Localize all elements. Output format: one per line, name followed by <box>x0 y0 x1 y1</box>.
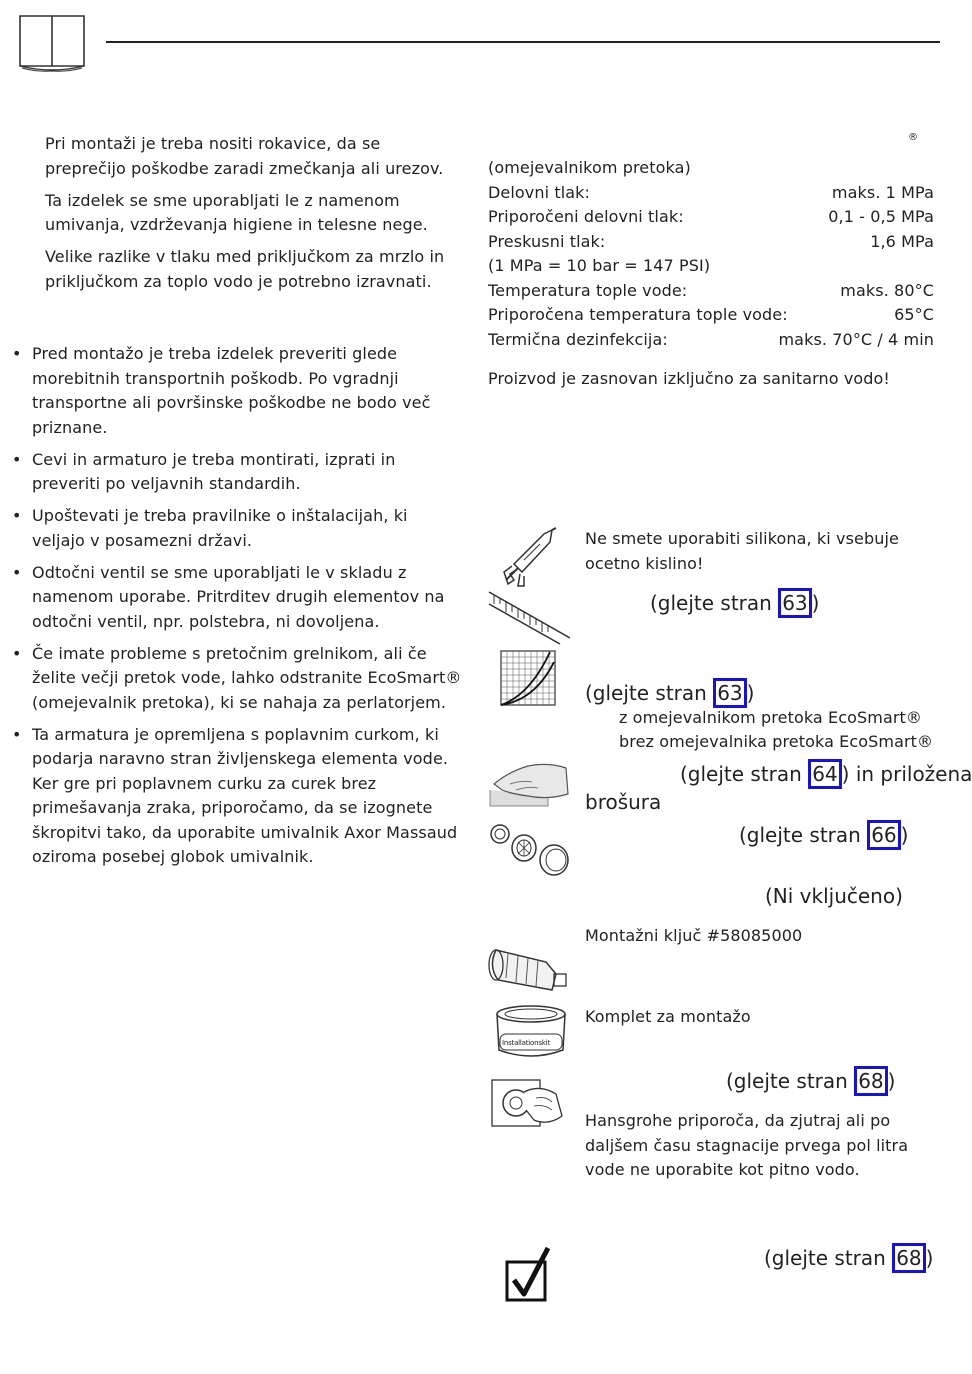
hansgrohe-note: Hansgrohe priporoča, da zjutraj ali po daljšem času stagnacije prvega pol litra vode ne uporabite kot pitno vodo. <box>585 1111 909 1179</box>
mounting-key-icon <box>486 940 572 1004</box>
checkmark-icon <box>504 1244 554 1308</box>
spec-value: maks. 70°C / 4 min <box>778 329 934 349</box>
diagram-ref <box>585 678 754 708</box>
spec-row <box>488 205 934 230</box>
page-link-66[interactable]: 66 <box>867 820 900 850</box>
not-included-label: (Ni vključeno) <box>765 884 903 908</box>
cleaning-suffix: in priložena <box>849 762 972 786</box>
spec-row <box>488 279 934 304</box>
spec-label: (1 MPa = 10 bar = 147 PSI) <box>488 256 711 275</box>
spec-row <box>488 328 934 353</box>
intro-paragraph: Velike razlike v tlaku med priključkom za mrzlo in priključkom za toplo vodo je potrebno izravnati. <box>45 247 445 291</box>
page-link-68[interactable]: 68 <box>892 1243 925 1273</box>
spec-value: 0,1 - 0,5 MPa <box>828 207 934 226</box>
installation-kit-can-icon <box>494 1004 568 1066</box>
page-link-68[interactable]: 68 <box>854 1066 887 1096</box>
test-connection-icon <box>490 1074 564 1132</box>
ref-prefix: (glejte stran <box>650 591 779 615</box>
dimensions-ref <box>650 588 819 618</box>
ref-prefix: (glejte stran <box>585 681 714 705</box>
header-rule <box>106 41 940 43</box>
spec-label: Priporočena temperatura tople vode: <box>488 305 788 324</box>
ref-suffix: ) <box>900 823 909 847</box>
book-icon <box>18 14 88 76</box>
flow-without-limiter: brez omejevalnika pretoka EcoSmart® <box>619 732 934 751</box>
intro-block <box>45 132 459 294</box>
mount-key-label: Montažni ključ #58085000 <box>585 926 803 945</box>
can-label: Installationskit <box>502 1039 550 1047</box>
flow-diagram-icon <box>500 650 556 710</box>
ref-prefix: (glejte stran <box>680 762 809 786</box>
mount-kit-label: Komplet za montažo <box>585 1007 751 1026</box>
list-item: • Upoštevati je treba pravilnike o inštalacijah, ki veljajo v posamezni državi. <box>32 504 464 553</box>
ref-suffix: ) <box>887 1069 896 1093</box>
spec-intro: (omejevalnikom pretoka) <box>488 158 691 177</box>
spec-table <box>488 156 934 352</box>
ref-prefix: (glejte stran <box>739 823 868 847</box>
spec-row <box>488 303 934 328</box>
brochure-label: brošura <box>585 790 662 814</box>
spec-label: Delovni tlak: <box>488 182 591 202</box>
ruler-icon <box>488 590 572 648</box>
spec-row <box>488 254 934 279</box>
parts-ref <box>739 820 908 850</box>
test-ref <box>726 1066 895 1096</box>
ref-suffix: ) <box>841 762 850 786</box>
ref-suffix: ) <box>811 591 820 615</box>
spec-value: maks. 80°C <box>840 280 934 300</box>
ref-prefix: (glejte stran <box>726 1069 855 1093</box>
ref-suffix: ) <box>925 1246 934 1270</box>
final-ref <box>764 1243 933 1273</box>
ref-prefix: (glejte stran <box>764 1246 893 1270</box>
spec-row <box>488 181 934 206</box>
list-item: • Ta armatura je opremljena s poplavnim curkom, ki podarja naravno stran življenskega elementa vode. Ker gre pri poplavnem curku za curek brez primešavanja zraka, priporočamo, da se izognete škropitvi tako, da uporabite umivalnik Axor Massaud oziroma posebej globok umivalnik. <box>32 723 464 870</box>
aerator-parts-icon <box>488 822 572 882</box>
spec-label: Termična dezinfekcija: <box>488 329 668 349</box>
registered-mark: ® <box>908 132 918 143</box>
safety-bullets <box>32 342 464 877</box>
ref-suffix: ) <box>746 681 755 705</box>
sanitary-note: Proizvod je zasnovan izključno za sanitarno vodo! <box>488 369 890 388</box>
silicone-gun-icon <box>494 526 558 592</box>
list-item: • Pred montažo je treba izdelek preveriti glede morebitnih transportnih poškodb. Po vgradnji transportne ali površinske poškodbe ne bodo več priznane. <box>32 342 464 440</box>
spec-value: maks. 1 MPa <box>831 182 934 202</box>
intro-paragraph: Ta izdelek se sme uporabljati le z namenom umivanja, vzdrževanja higiene in telesne nege. <box>45 190 428 234</box>
spec-label: Priporočeni delovni tlak: <box>488 207 684 226</box>
cleaning-ref <box>680 759 972 789</box>
list-item: • Odtočni ventil se sme uporabljati le v skladu z namenom uporabe. Pritrditev drugih elementov na odtočni ventil, npr. polstebra, ni dovoljena. <box>32 561 464 635</box>
silicone-note: Ne smete uporabiti silikona, ki vsebuje ocetno kislino! <box>585 529 899 573</box>
page-link-63[interactable]: 63 <box>713 678 746 708</box>
page-link-63[interactable]: 63 <box>778 588 811 618</box>
list-item: • Cevi in armaturo je treba montirati, izprati in preveriti po veljavnih standardih. <box>32 448 464 497</box>
spec-label: Preskusni tlak: <box>488 231 606 251</box>
flow-with-limiter: z omejevalnikom pretoka EcoSmart® <box>619 708 923 727</box>
spec-label: Temperatura tople vode: <box>488 280 688 300</box>
spec-value: 1,6 MPa <box>870 231 934 251</box>
intro-paragraph: Pri montaži je treba nositi rokavice, da se preprečijo poškodbe zaradi zmečkanja ali urezov. <box>45 134 444 178</box>
list-item: • Če imate probleme s pretočnim grelnikom, ali če želite večji pretok vode, lahko odstranite EcoSmart® (omejevalnik pretoka), ki se nahaja za perlatorjem. <box>32 642 464 716</box>
page-link-64[interactable]: 64 <box>808 759 841 789</box>
spec-value: 65°C <box>894 305 934 324</box>
cleaning-hand-icon <box>488 760 570 812</box>
spec-row <box>488 230 934 255</box>
